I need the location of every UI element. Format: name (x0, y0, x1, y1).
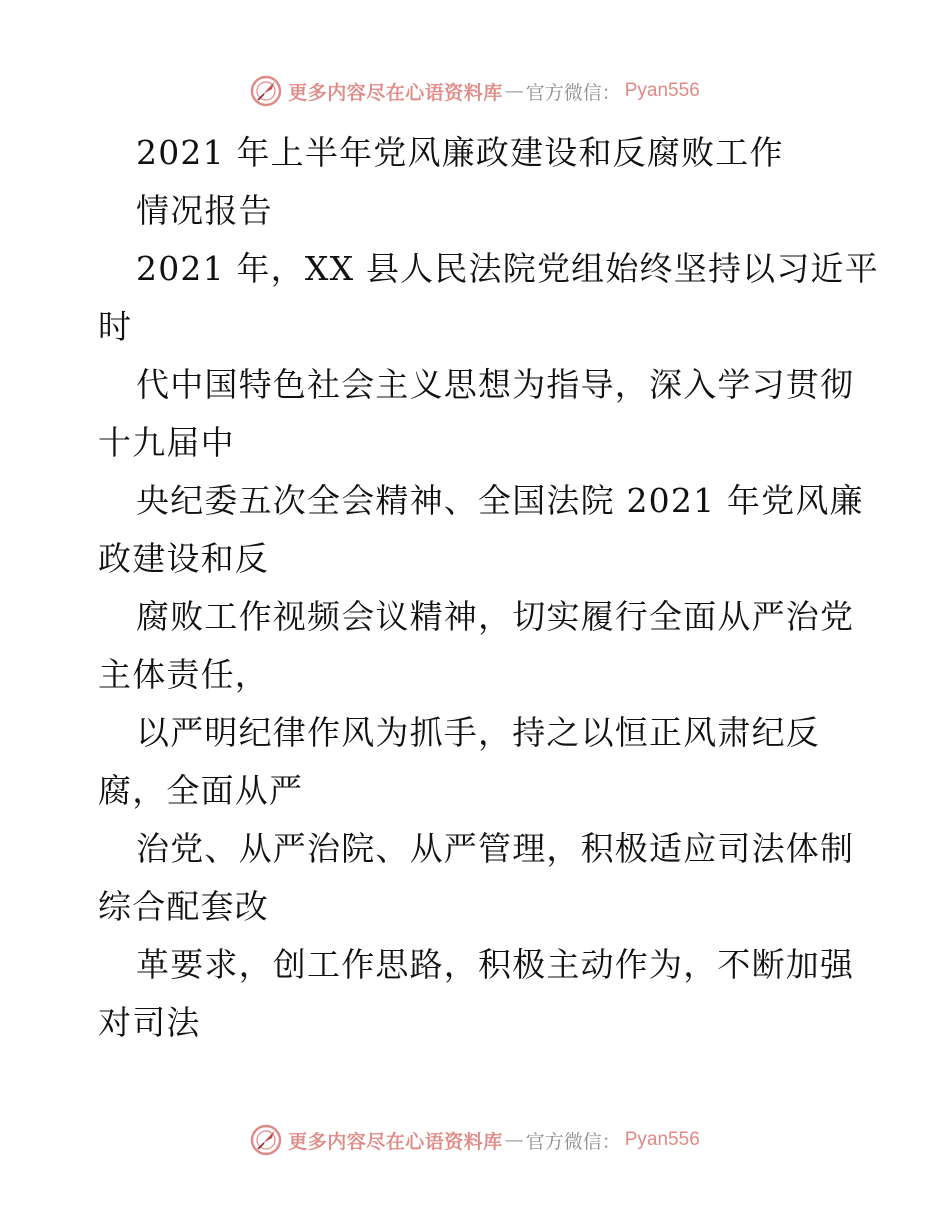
quill-logo-icon (250, 75, 282, 107)
document-line: 以严明纪律作风为抓手，持之以恒正风肃纪反 (136, 713, 820, 752)
document-line: 综合配套改 (98, 887, 269, 926)
document-line: 央纪委五次全会精神、全国法院 2021 年党风廉 (136, 481, 864, 520)
watermark-contact-id: Pyan556 (624, 80, 700, 101)
quill-logo-icon (250, 1124, 282, 1156)
document-body (98, 124, 879, 1052)
header-watermark (0, 74, 950, 108)
document-line: 政建设和反 (98, 539, 269, 578)
document-line: 情况报告 (136, 191, 273, 230)
document-line: 2021 年，XX 县人民法院党组始终坚持以习近平 (136, 249, 879, 288)
document-line: 对司法 (98, 1003, 201, 1042)
document-line: 腐，全面从严 (98, 771, 304, 810)
watermark-dash: — (504, 1129, 524, 1151)
watermark-contact-label: 官方微信： (525, 1130, 621, 1153)
document-line: 十九届中 (98, 423, 235, 462)
watermark-dash: — (504, 80, 524, 102)
document-line: 2021 年上半年党风廉政建设和反腐败工作 (136, 133, 784, 172)
document-line: 时 (98, 307, 133, 346)
watermark-contact-id: Pyan556 (624, 1129, 700, 1150)
document-line: 革要求，创工作思路，积极主动作为，不断加强 (136, 945, 855, 984)
watermark-site-text: 更多内容尽在心语资料库 (288, 81, 503, 104)
watermark-site-text: 更多内容尽在心语资料库 (288, 1130, 503, 1153)
document-line: 腐败工作视频会议精神，切实履行全面从严治党 (136, 597, 855, 636)
footer-watermark (0, 1123, 950, 1157)
document-line: 代中国特色社会主义思想为指导，深入学习贯彻 (136, 365, 855, 404)
document-line: 主体责任， (98, 655, 269, 694)
watermark-contact-label: 官方微信： (525, 81, 621, 104)
document-line: 治党、从严治院、从严管理，积极适应司法体制 (136, 829, 855, 868)
